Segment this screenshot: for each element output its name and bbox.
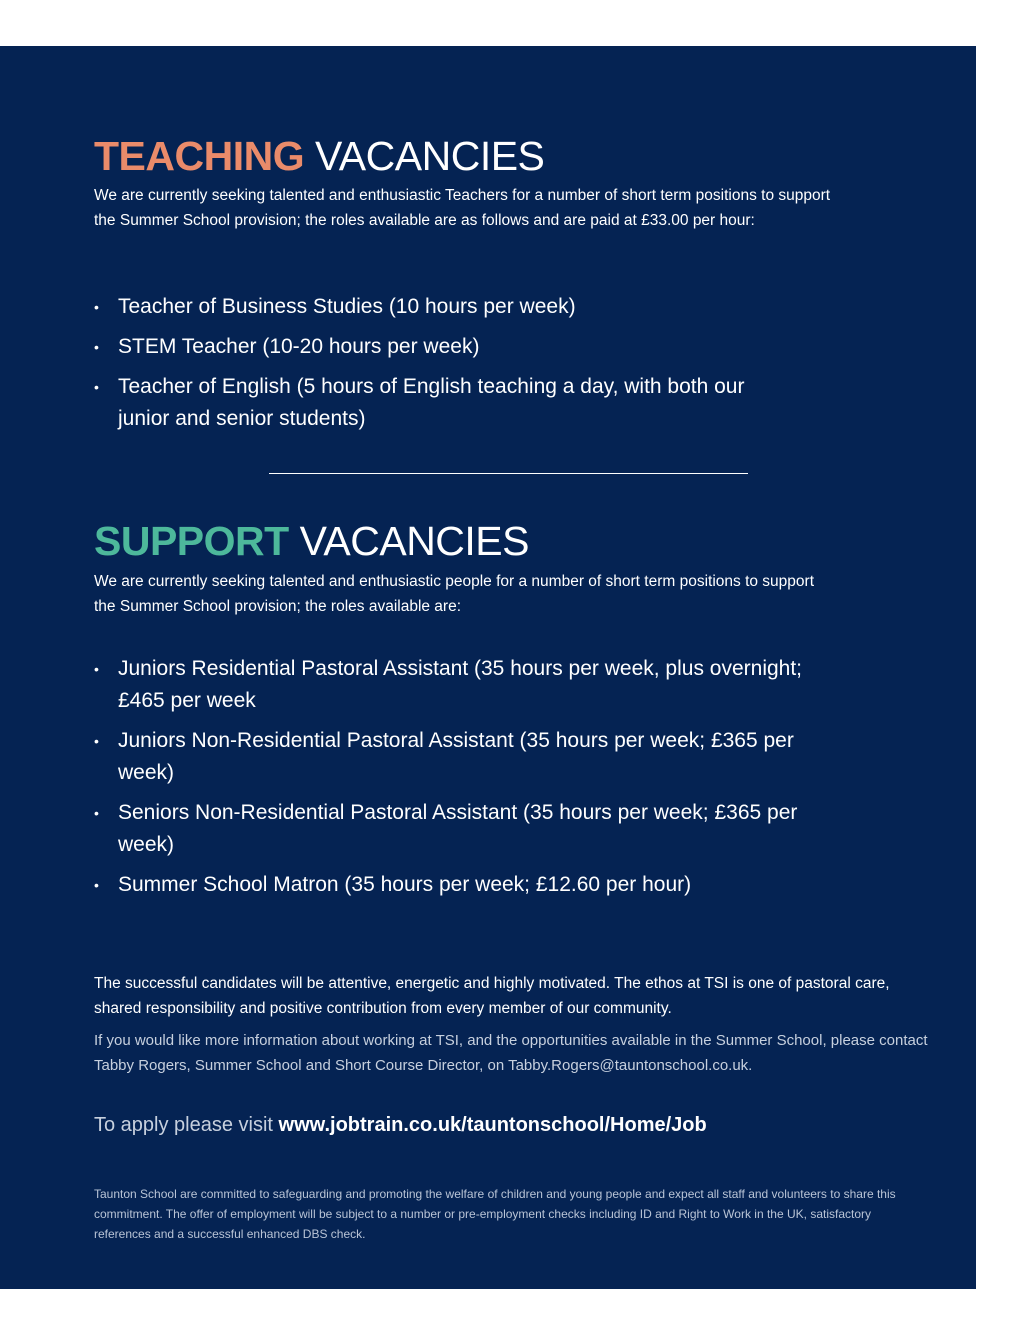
list-item [94,291,794,323]
section-divider [269,473,748,474]
role-text: Teacher of English (5 hours of English teaching a day, with both our junior and senior students) [118,375,745,430]
role-text: Seniors Non-Residential Pastoral Assistant (35 hours per week; £365 per week) [118,801,798,856]
list-item [94,797,854,861]
apply-line [94,1110,707,1140]
bullet-icon: • [94,379,99,395]
support-intro: We are currently seeking talented and enthusiastic people for a number of short term positions to support the Summer School provision; the roles available are: [94,573,815,615]
role-text: Teacher of Business Studies (10 hours per week) [118,295,576,318]
role-text: Juniors Residential Pastoral Assistant (35 hours per week, plus overnight; £465 per week [118,657,803,712]
teaching-vacancies-heading [94,133,545,179]
list-item [94,371,794,435]
role-text: Juniors Non-Residential Pastoral Assistant (35 hours per week; £365 per week) [118,729,794,784]
safeguarding-footnote: Taunton School are committed to safeguarding and promoting the welfare of children and young people and expect all staff and volunteers to share this commitment. The offer of employment will be subject to a number or pre-employment checks including ID and Right to Work in the UK, satisfactory references and a successful enhanced DBS check. [94,1187,896,1241]
bullet-icon: • [94,805,99,821]
candidates-paragraph: The successful candidates will be attentive, energetic and highly motivated. The ethos at TSI is one of pastoral care, shared responsibility and positive contribution from every member of our community. [94,975,890,1017]
vacancies-panel [0,46,976,1289]
support-vacancies-heading [94,518,530,564]
teaching-roles-list [94,291,794,443]
bullet-icon: • [94,299,99,315]
bullet-icon: • [94,339,99,355]
role-text: Summer School Matron (35 hours per week; £12.60 per hour) [118,873,692,896]
list-item [94,653,854,717]
support-heading-rest: VACANCIES [288,518,530,564]
list-item [94,725,854,789]
support-roles-list [94,653,854,909]
contact-paragraph: If you would like more information about working at TSI, and the opportunities available in the Summer School, please contact Tabby Rogers, Summer School and Short Course Director, on Tabby.Rogers@tauntonschool.co.uk. [94,1032,928,1074]
role-text: STEM Teacher (10-20 hours per week) [118,335,480,358]
list-item [94,869,854,901]
bullet-icon: • [94,733,99,749]
teaching-heading-rest: VACANCIES [304,133,545,179]
teaching-heading-accent: TEACHING [94,133,305,179]
support-heading-accent: SUPPORT [94,518,289,564]
bullet-icon: • [94,877,99,893]
teaching-intro: We are currently seeking talented and enthusiastic Teachers for a number of short term positions to support the Summer School provision; the roles available are as follows and are paid at £33.00 per hour: [94,187,831,229]
apply-prefix: To apply please visit [94,1114,279,1136]
list-item [94,331,794,363]
bullet-icon: • [94,661,99,677]
apply-link[interactable]: www.jobtrain.co.uk/tauntonschool/Home/Job [278,1114,707,1136]
